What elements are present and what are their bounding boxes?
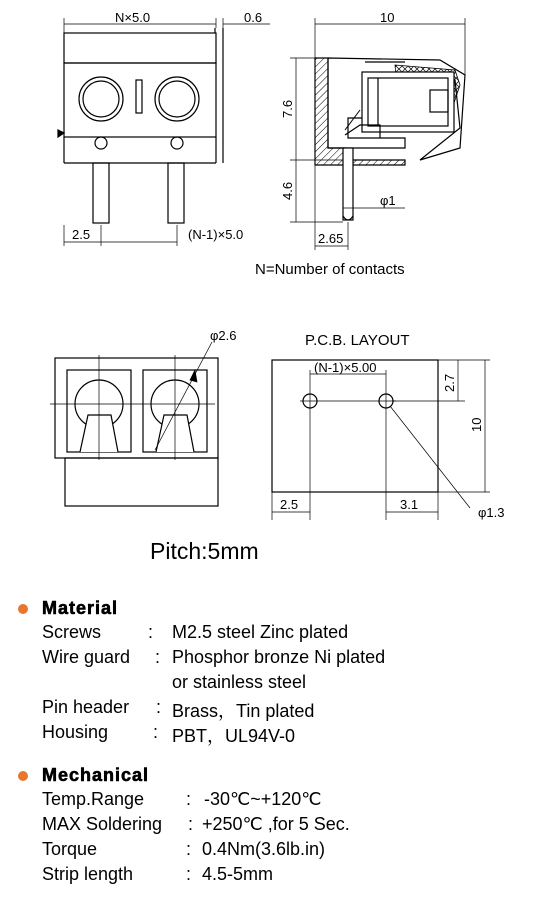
spec-row — [18, 722, 528, 747]
spec-row — [18, 672, 528, 697]
spec-value: -30℃~+120℃ — [204, 789, 322, 809]
pcb-layout-dimensions — [272, 360, 490, 520]
spec-label: Torque — [42, 839, 98, 859]
dim-pitch-label: (N-1)×5.0 — [188, 227, 244, 242]
pcb-layout-title: P.C.B. LAYOUT — [305, 332, 410, 349]
pcb-dim-pitch-label: (N-1)×5.00 — [314, 360, 377, 375]
pitch-label: Pitch:5mm — [150, 538, 259, 564]
spec-row — [18, 622, 528, 647]
spec-row — [18, 814, 528, 839]
top-view-dimensions — [64, 18, 270, 246]
spec-label: Strip length — [42, 864, 134, 884]
pcb-dim-hole-label: φ1.3 — [478, 505, 505, 520]
spec-row — [18, 864, 528, 889]
spec-separator: : — [156, 697, 162, 717]
pcb-layout-drawing — [272, 360, 438, 492]
mechanical-header — [18, 765, 528, 789]
spec-separator: : — [148, 622, 154, 642]
spec-value: PBT，UL94V-0 — [172, 726, 296, 746]
spec-row — [18, 697, 528, 722]
spec-separator: : — [186, 789, 192, 809]
top-view-drawing — [58, 28, 223, 223]
spec-label: Pin header — [42, 697, 130, 717]
spec-value: Phosphor bronze Ni plated — [172, 647, 386, 667]
spec-label: Screws — [42, 622, 102, 642]
dim-pin-dia-label: φ1 — [380, 193, 396, 208]
contacts-note: N=Number of contacts — [255, 261, 405, 278]
bullet-icon — [18, 604, 28, 614]
pcb-dim-top-label: 2.7 — [442, 373, 457, 392]
spec-separator: : — [186, 864, 192, 884]
pcb-dim-right-label: 3.1 — [400, 497, 419, 512]
spec-separator: : — [186, 839, 192, 859]
spec-separator: : — [153, 722, 159, 742]
dim-width-label: N×5.0 — [115, 10, 151, 25]
spec-label: Housing — [42, 722, 109, 742]
spec-label: Wire guard — [42, 647, 131, 667]
spec-value: M2.5 steel Zinc plated — [172, 622, 349, 642]
spec-separator: : — [188, 814, 194, 834]
spec-row — [18, 789, 528, 814]
spec-label: MAX Soldering — [42, 814, 163, 834]
dim-pin-offset-label: 2.65 — [318, 231, 344, 246]
spec-label: Temp.Range — [42, 789, 145, 809]
dim-edge-label: 0.6 — [244, 10, 263, 25]
spec-value: Brass，Tin plated — [172, 701, 315, 721]
spec-value: 0.4Nm(3.6lb.in) — [202, 839, 326, 859]
dim-hole-label: φ2.6 — [210, 328, 237, 343]
dim-height-label: 7.6 — [280, 99, 295, 118]
spec-value: or stainless steel — [172, 672, 307, 692]
dim-pin-len-label: 4.6 — [280, 181, 295, 200]
dim-depth-label: 10 — [380, 10, 395, 25]
mechanical-section — [18, 765, 528, 889]
dim-left-label: 2.5 — [72, 227, 91, 242]
material-section — [18, 598, 528, 747]
material-title: Material — [42, 598, 119, 618]
pcb-dim-height-label: 10 — [469, 417, 484, 432]
spec-separator: : — [155, 647, 161, 667]
spec-row — [18, 647, 528, 672]
spec-value: 4.5-5mm — [202, 864, 274, 884]
mechanical-title: Mechanical — [42, 765, 150, 785]
material-header — [18, 598, 528, 622]
pcb-dim-left-label: 2.5 — [280, 497, 299, 512]
bullet-icon — [18, 771, 28, 781]
spec-row — [18, 839, 528, 864]
spec-value: +250℃ ,for 5 Sec. — [202, 814, 350, 834]
